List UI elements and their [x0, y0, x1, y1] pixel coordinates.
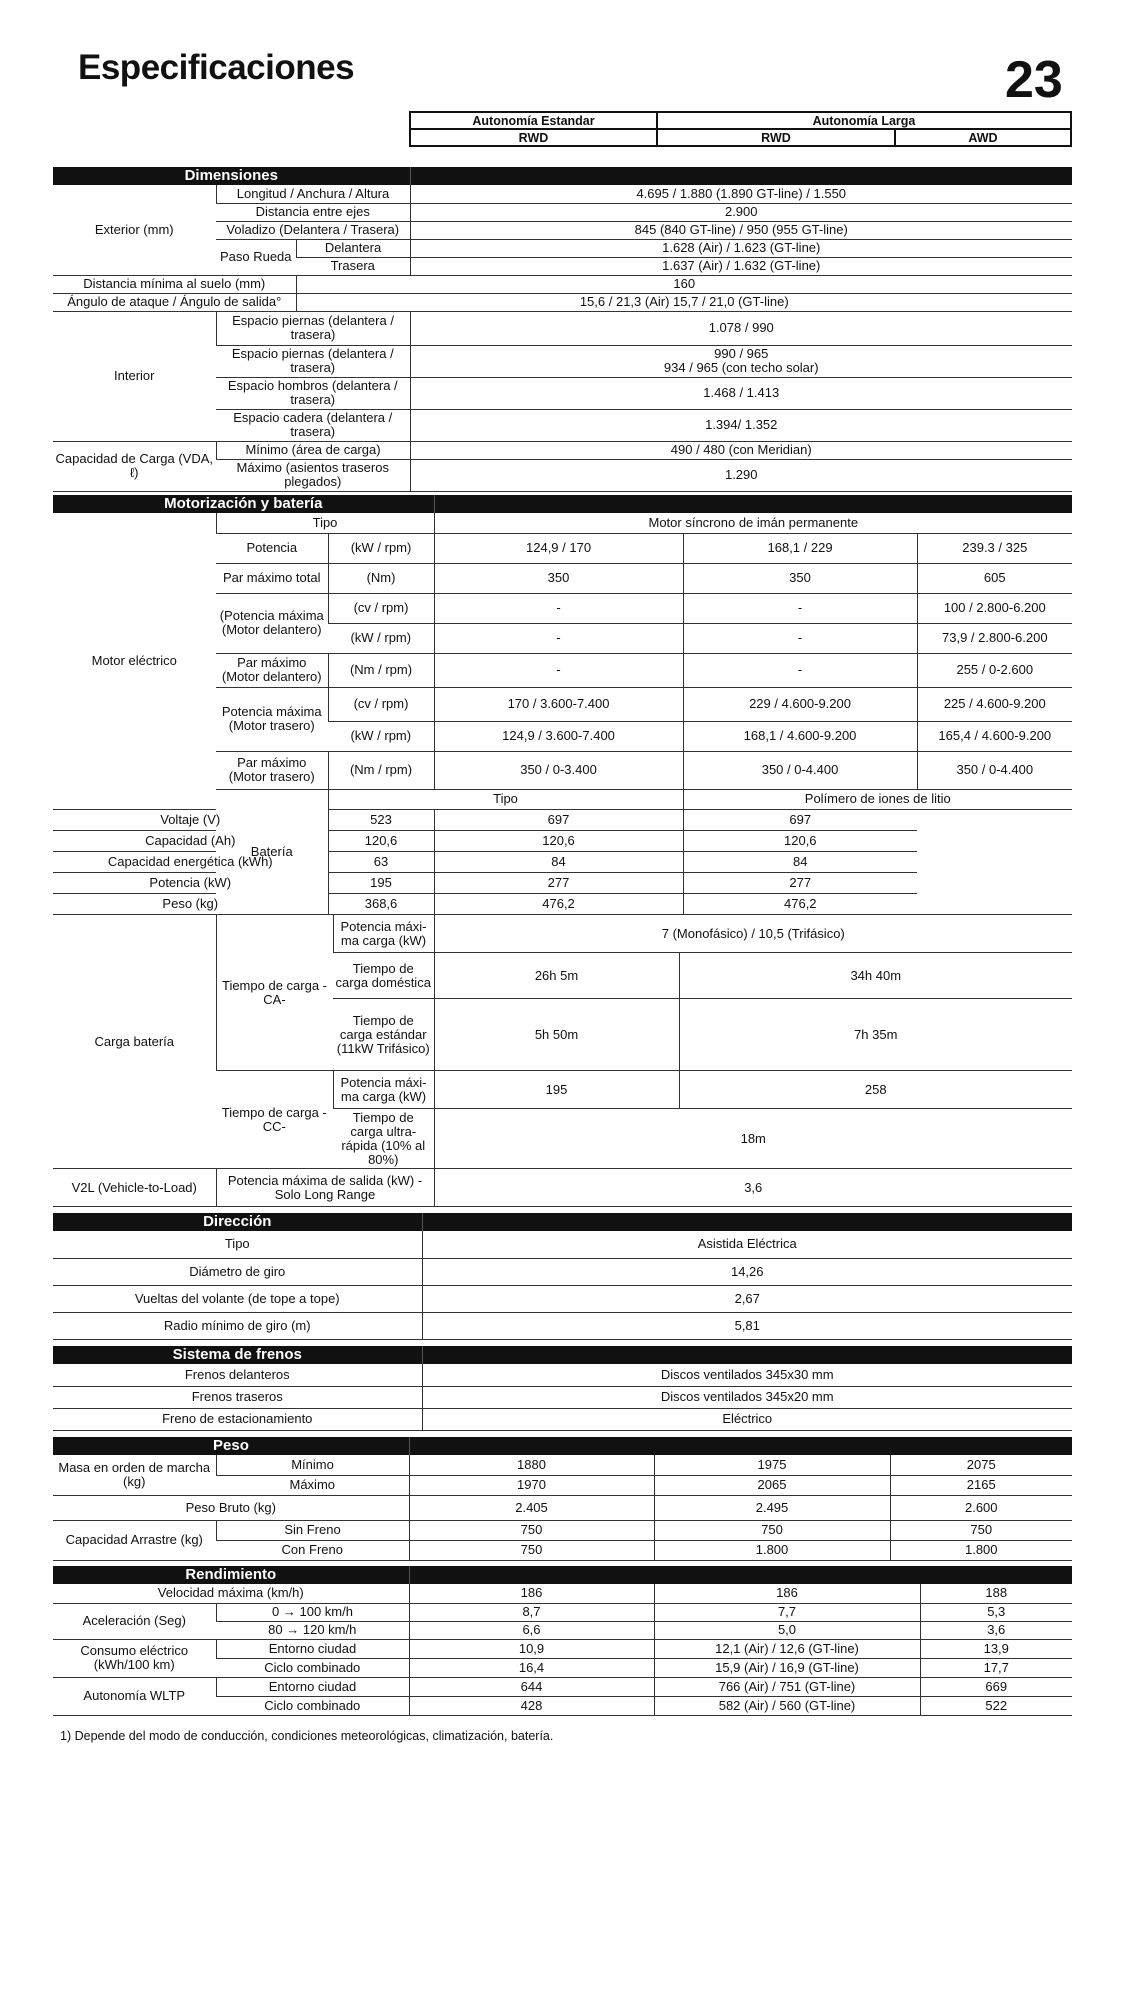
row-label: Consumo eléctrico (kWh/100 km) [53, 1639, 216, 1677]
row-label: Espacio cadera (delantera / trasera) [216, 409, 410, 441]
cell-value: 368,6 [328, 893, 434, 914]
cell-value: 350 [434, 563, 683, 593]
unit-label: (cv / rpm) [328, 687, 434, 721]
cell-value: 18m [434, 1109, 1072, 1169]
row-label: Sin Freno [216, 1520, 409, 1540]
cell-value: 195 [434, 1071, 679, 1109]
cell-value: 1.628 (Air) / 1.623 (GT-line) [410, 239, 1072, 257]
row-label: Peso (kg) [53, 893, 328, 914]
row-label: Motor eléctrico [53, 513, 216, 809]
section-title: Peso [53, 1437, 409, 1455]
unit-label: (kW / rpm) [328, 623, 434, 653]
row-label: Máximo (asientos traseros plegados) [216, 459, 410, 491]
cell-value: 1.078 / 990 [410, 311, 1072, 345]
cell-value: Motor síncrono de imán permanente [434, 513, 1072, 533]
cell-value: 1.637 (Air) / 1.632 (GT-line) [410, 257, 1072, 275]
row-label: Freno de estacionamiento [53, 1408, 422, 1430]
header-awd: AWD [895, 129, 1071, 146]
row-label: Capacidad Arrastre (kg) [53, 1520, 216, 1560]
row-label: Velocidad máxima (km/h) [53, 1584, 409, 1603]
section-title: Dimensiones [53, 167, 410, 185]
row-label: Par máximo (Motor trasero) [216, 751, 328, 789]
cell-value [410, 345, 1072, 377]
cell-value: 7h 35m [679, 999, 1072, 1071]
section-title: Rendimiento [53, 1566, 409, 1584]
row-label: Voladizo (Delantera / Trasera) [216, 221, 410, 239]
cell-value: 255 / 0-2.600 [917, 653, 1072, 687]
cell-value: 750 [409, 1540, 654, 1560]
cell-value: Discos ventilados 345x30 mm [422, 1364, 1072, 1386]
cell-value: 3,6 [434, 1169, 1072, 1207]
cell-value: 7,7 [654, 1603, 920, 1621]
cell-value: 428 [409, 1696, 654, 1715]
steering-table [53, 1213, 1072, 1340]
cell-value: 697 [683, 809, 917, 830]
cell-value: 766 (Air) / 751 (GT-line) [654, 1677, 920, 1696]
cell-value: - [434, 593, 683, 623]
row-label: Tiempo de carga ultra-rápida (10% al 80%) [333, 1109, 434, 1169]
cell-value: 13,9 [920, 1639, 1072, 1658]
row-label: Voltaje (V) [53, 809, 328, 830]
row-label: Peso Bruto (kg) [53, 1495, 409, 1520]
cell-value: 5,3 [920, 1603, 1072, 1621]
cell-value: 225 / 4.600-9.200 [917, 687, 1072, 721]
row-label: Potencia máxima de salida (kW) - Solo Long Range [216, 1169, 434, 1207]
cell-value: 84 [434, 851, 683, 872]
cell-value: 120,6 [683, 830, 917, 851]
row-label: V2L (Vehicle-to-Load) [53, 1169, 216, 1207]
row-label: Potencia máxima (Motor trasero) [216, 687, 328, 751]
cell-value: - [434, 623, 683, 653]
row-label: Distancia entre ejes [216, 203, 410, 221]
row-label: Entorno ciudad [216, 1677, 409, 1696]
row-label: Potencia máxi- ma carga (kW) [333, 915, 434, 953]
cell-value: 1.290 [410, 459, 1072, 491]
cell-value: 277 [434, 872, 683, 893]
cell-value: 258 [679, 1071, 1072, 1109]
cell-value: 8,7 [409, 1603, 654, 1621]
cell-value: 2.405 [409, 1495, 654, 1520]
cell-value: 697 [434, 809, 683, 830]
cell-value: - [683, 623, 917, 653]
row-label: Entorno ciudad [216, 1639, 409, 1658]
cell-value: 239.3 / 325 [917, 533, 1072, 563]
cell-value: 644 [409, 1677, 654, 1696]
row-label: Capacidad (Ah) [53, 830, 328, 851]
cell-value: 582 (Air) / 560 (GT-line) [654, 1696, 920, 1715]
cell-value: 750 [890, 1520, 1072, 1540]
cell-value: 5,81 [422, 1312, 1072, 1339]
row-label: Delantera [296, 239, 410, 257]
row-label: Tipo [328, 789, 683, 809]
cell-value: 750 [409, 1520, 654, 1540]
row-label: Diámetro de giro [53, 1258, 422, 1285]
row-label: Tiempo de carga doméstica [333, 953, 434, 999]
column-header [409, 111, 1072, 147]
cell-value: 120,6 [434, 830, 683, 851]
cell-value: 34h 40m [679, 953, 1072, 999]
header-long-range: Autonomía Larga [657, 112, 1071, 129]
performance-table [53, 1566, 1072, 1716]
row-label: Tipo [53, 1231, 422, 1258]
cell-value: 476,2 [683, 893, 917, 914]
cell-value: 990 / 965 [714, 346, 769, 361]
cell-value: 186 [409, 1584, 654, 1603]
cell-value: 2.495 [654, 1495, 890, 1520]
cell-value: 120,6 [328, 830, 434, 851]
cell-value: 12,1 (Air) / 12,6 (GT-line) [654, 1639, 920, 1658]
row-label: Espacio piernas (delantera / trasera) [216, 311, 410, 345]
cell-value: 934 / 965 (con techo solar) [663, 360, 819, 375]
row-label: Espacio hombros (delantera / trasera) [216, 377, 410, 409]
cell-value: 350 [683, 563, 917, 593]
cell-value: Discos ventilados 345x20 mm [422, 1386, 1072, 1408]
unit-label: (Nm) [328, 563, 434, 593]
row-label: Capacidad energética (kWh) [53, 851, 328, 872]
row-label: Par máximo total [216, 563, 328, 593]
cell-value: 17,7 [920, 1658, 1072, 1677]
cell-value: 750 [654, 1520, 890, 1540]
page-number: 23 [1005, 51, 1063, 109]
cell-value: 1.800 [654, 1540, 890, 1560]
cell-value: 490 / 480 (con Meridian) [410, 441, 1072, 459]
row-label: Masa en orden de marcha (kg) [53, 1455, 216, 1495]
cell-value: 2,67 [422, 1285, 1072, 1312]
unit-label: (kW / rpm) [328, 533, 434, 563]
cell-value: 26h 5m [434, 953, 679, 999]
cell-value: 73,9 / 2.800-6.200 [917, 623, 1072, 653]
row-label: Aceleración (Seg) [53, 1603, 216, 1639]
cell-value: - [683, 653, 917, 687]
row-label: Radio mínimo de giro (m) [53, 1312, 422, 1339]
row-label: Ángulo de ataque / Ángulo de salida° [53, 293, 296, 311]
charging-table [53, 914, 1072, 1207]
dimensions-table [53, 167, 1072, 492]
cell-value: Asistida Eléctrica [422, 1231, 1072, 1258]
cell-value: 5h 50m [434, 999, 679, 1071]
cell-value: 3,6 [920, 1621, 1072, 1639]
row-label: Paso Rueda [216, 239, 296, 275]
cell-value: 1880 [409, 1455, 654, 1475]
cell-value: 523 [328, 809, 434, 830]
row-label: Exterior (mm) [53, 185, 216, 275]
motor-table [53, 495, 1072, 915]
row-label: Frenos traseros [53, 1386, 422, 1408]
row-label: Mínimo (área de carga) [216, 441, 410, 459]
row-label: Carga batería [53, 915, 216, 1169]
cell-value: 168,1 / 229 [683, 533, 917, 563]
section-title: Motorización y batería [53, 495, 434, 513]
cell-value: 350 / 0-4.400 [917, 751, 1072, 789]
unit-label: (Nm / rpm) [328, 751, 434, 789]
row-label: Par máximo (Motor delantero) [216, 653, 328, 687]
row-label: Ciclo combinado [216, 1696, 409, 1715]
cell-value: 165,4 / 4.600-9.200 [917, 721, 1072, 751]
row-label: Tiempo de carga -CA- [216, 915, 333, 1071]
cell-value: 16,4 [409, 1658, 654, 1677]
footnote: 1) Depende del modo de conducción, condiciones meteorológicas, climatización, batería. [60, 1729, 554, 1743]
section-title: Dirección [53, 1213, 422, 1231]
cell-value: 1975 [654, 1455, 890, 1475]
row-label: Capacidad de Carga (VDA, ℓ) [53, 441, 216, 491]
cell-value: 2075 [890, 1455, 1072, 1475]
cell-value: 350 / 0-4.400 [683, 751, 917, 789]
cell-value: 350 / 0-3.400 [434, 751, 683, 789]
row-label: Con Freno [216, 1540, 409, 1560]
cell-value: - [434, 653, 683, 687]
row-label: Batería [216, 789, 328, 914]
row-label: Tiempo de carga -CC- [216, 1071, 333, 1169]
cell-value: 14,26 [422, 1258, 1072, 1285]
cell-value: 15,6 / 21,3 (Air) 15,7 / 21,0 (GT-line) [296, 293, 1072, 311]
cell-value: 7 (Monofásico) / 10,5 (Trifásico) [434, 915, 1072, 953]
row-label: Vueltas del volante (de tope a tope) [53, 1285, 422, 1312]
cell-value: 124,9 / 3.600-7.400 [434, 721, 683, 751]
cell-value: 845 (840 GT-line) / 950 (955 GT-line) [410, 221, 1072, 239]
header-rwd: RWD [657, 129, 895, 146]
row-label: Trasera [296, 257, 410, 275]
cell-value: 10,9 [409, 1639, 654, 1658]
row-label: Potencia (kW) [53, 872, 328, 893]
cell-value: 2165 [890, 1475, 1072, 1495]
row-label: 80 → 120 km/h [216, 1621, 409, 1639]
header-standard-range: Autonomía Estandar [410, 112, 657, 129]
cell-value: 605 [917, 563, 1072, 593]
row-label: Frenos delanteros [53, 1364, 422, 1386]
row-label: Interior [53, 311, 216, 441]
unit-label: (Nm / rpm) [328, 653, 434, 687]
cell-value: 63 [328, 851, 434, 872]
cell-value: 186 [654, 1584, 920, 1603]
row-label: 0 → 100 km/h [216, 1603, 409, 1621]
cell-value: 15,9 (Air) / 16,9 (GT-line) [654, 1658, 920, 1677]
cell-value: 1.800 [890, 1540, 1072, 1560]
unit-label: (kW / rpm) [328, 721, 434, 751]
cell-value: 168,1 / 4.600-9.200 [683, 721, 917, 751]
cell-value: 160 [296, 275, 1072, 293]
cell-value: 669 [920, 1677, 1072, 1696]
cell-value: 5,0 [654, 1621, 920, 1639]
cell-value: Eléctrico [422, 1408, 1072, 1430]
cell-value: 6,6 [409, 1621, 654, 1639]
cell-value: 2.900 [410, 203, 1072, 221]
row-label: Ciclo combinado [216, 1658, 409, 1677]
cell-value: 170 / 3.600-7.400 [434, 687, 683, 721]
row-label: (Potencia máxima (Motor delantero) [216, 593, 328, 653]
cell-value: 277 [683, 872, 917, 893]
row-label: Potencia [216, 533, 328, 563]
weight-table [53, 1437, 1072, 1561]
row-label: Longitud / Anchura / Altura [216, 185, 410, 203]
unit-label: (cv / rpm) [328, 593, 434, 623]
row-label: Distancia mínima al suelo (mm) [53, 275, 296, 293]
row-label: Potencia máxi- ma carga (kW) [333, 1071, 434, 1109]
cell-value: 100 / 2.800-6.200 [917, 593, 1072, 623]
cell-value: 229 / 4.600-9.200 [683, 687, 917, 721]
row-label: Máximo [216, 1475, 409, 1495]
header-rwd: RWD [410, 129, 657, 146]
cell-value: 2065 [654, 1475, 890, 1495]
cell-value: 522 [920, 1696, 1072, 1715]
brakes-table [53, 1346, 1072, 1431]
cell-value: 188 [920, 1584, 1072, 1603]
row-label: Espacio piernas (delantera / trasera) [216, 345, 410, 377]
cell-value: Polímero de iones de litio [683, 789, 1072, 809]
cell-value: 1.468 / 1.413 [410, 377, 1072, 409]
cell-value: 1970 [409, 1475, 654, 1495]
cell-value: 84 [683, 851, 917, 872]
cell-value: 2.600 [890, 1495, 1072, 1520]
cell-value: - [683, 593, 917, 623]
row-label: Tipo [216, 513, 434, 533]
row-label: Mínimo [216, 1455, 409, 1475]
row-label: Autonomía WLTP [53, 1677, 216, 1715]
cell-value: 195 [328, 872, 434, 893]
row-label: Tiempo de carga estándar (11kW Trifásico) [333, 999, 434, 1071]
cell-value: 476,2 [434, 893, 683, 914]
section-title: Sistema de frenos [53, 1346, 422, 1364]
cell-value: 124,9 / 170 [434, 533, 683, 563]
cell-value: 1.394/ 1.352 [410, 409, 1072, 441]
cell-value: 4.695 / 1.880 (1.890 GT-line) / 1.550 [410, 185, 1072, 203]
page-title: Especificaciones [78, 48, 355, 87]
